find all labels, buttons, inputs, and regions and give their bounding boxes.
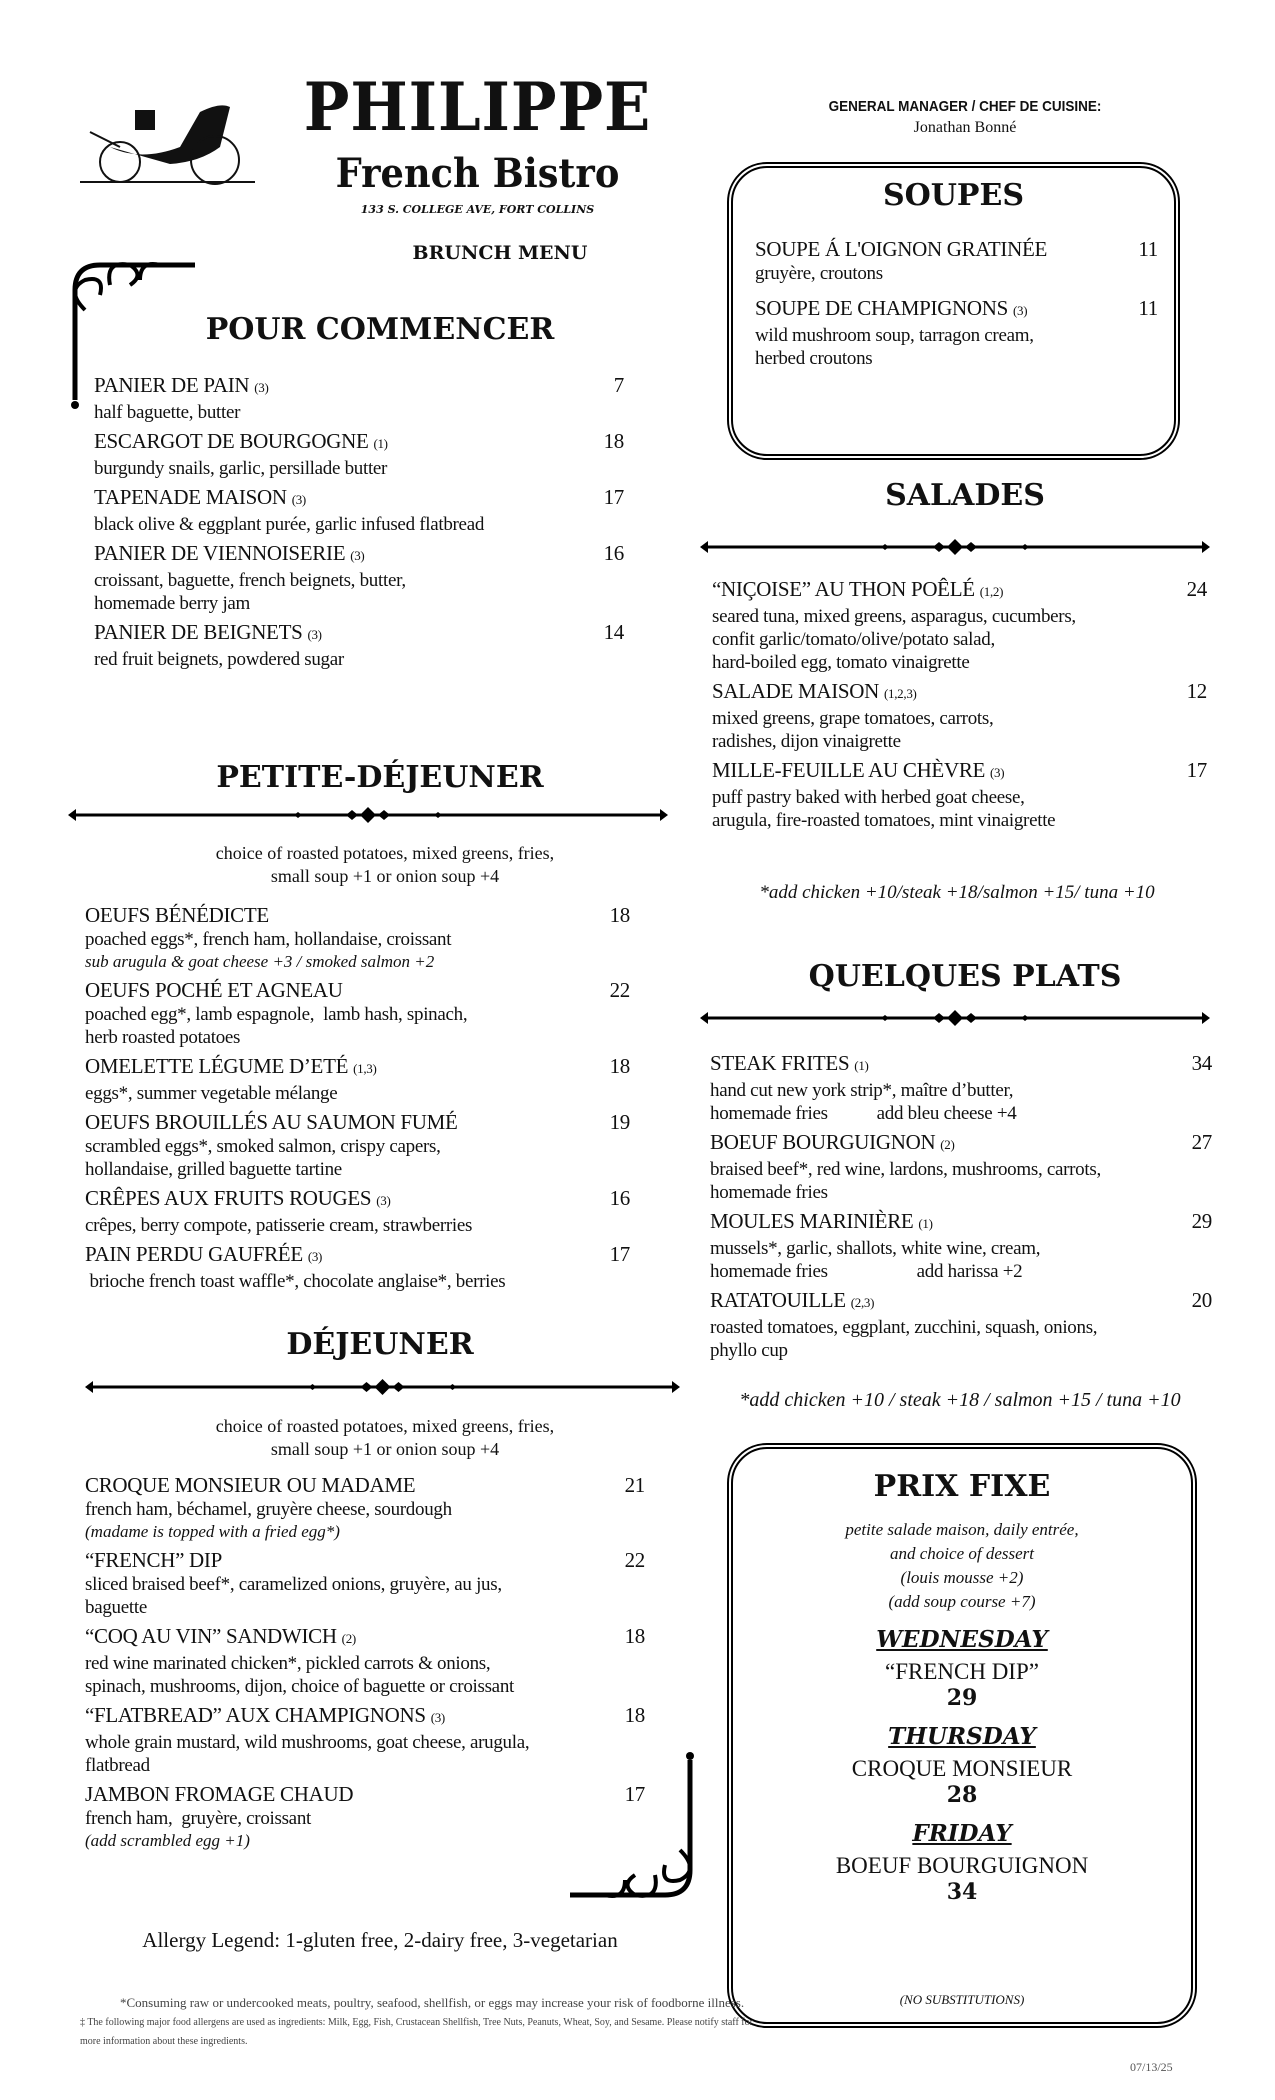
menu-item-title xyxy=(710,1208,933,1237)
menu-item-description: hard-boiled egg, tomato vinaigrette xyxy=(712,652,970,673)
menu-item-name: JAMBON FROMAGE CHAUD xyxy=(85,1782,354,1806)
menu-item xyxy=(85,1185,630,1237)
menu-item-description: puff pastry baked with herbed goat cheese, xyxy=(712,787,1025,808)
menu-item-title xyxy=(85,902,269,928)
menu-item-header xyxy=(712,757,1207,786)
menu-item-title xyxy=(94,428,388,457)
menu-item-name: MILLE-FEUILLE AU CHÈVRE xyxy=(712,758,986,782)
menu-item-title xyxy=(755,236,1047,262)
allergen-tag: (2) xyxy=(341,1631,356,1646)
prix-fixe-dish: “FRENCH DIP” xyxy=(885,1659,1039,1684)
allergen-tag: (3) xyxy=(1013,303,1028,318)
gm-label: GENERAL MANAGER / CHEF DE CUISINE: xyxy=(828,98,1102,115)
menu-item-name: MOULES MARINIÈRE xyxy=(710,1209,914,1233)
allergen-notice: ‡ The following major food allergens are used as ingredients: Milk, Egg, Fish, Crustacean Shellfish, Tree Nuts, Peanuts, Wheat, Soy, and Sesame. Please notify staff for more information about these ingredients. xyxy=(80,2017,753,2047)
allergen-tag: (1,2) xyxy=(979,584,1004,599)
soupes-box xyxy=(727,162,1180,460)
menu-item-price: 17 xyxy=(603,485,624,509)
menu-item-description: whole grain mustard, wild mushrooms, goat cheese, arugula, xyxy=(85,1732,530,1753)
menu-item-price: 27 xyxy=(1191,1130,1212,1154)
menu-item xyxy=(85,1241,630,1293)
menu-item-title xyxy=(710,1287,874,1316)
divider-ornament-icon xyxy=(700,537,1210,557)
menu-item xyxy=(710,1287,1212,1362)
menu-item-price: 18 xyxy=(624,1703,645,1727)
menu-item xyxy=(755,295,1158,370)
menu-item xyxy=(85,902,630,973)
allergen-tag: (1) xyxy=(918,1216,933,1231)
intro-line: choice of roasted potatoes, mixed greens, fries, xyxy=(215,1416,555,1436)
menu-item-title xyxy=(85,1109,458,1135)
menu-item-title xyxy=(94,540,364,569)
prix-fixe-days xyxy=(733,1626,1191,1905)
menu-item-price: 16 xyxy=(603,541,624,565)
menu-item-name: CROQUE MONSIEUR OU MADAME xyxy=(85,1473,416,1497)
menu-item-description: sliced braised beef*, caramelized onions, gruyère, au jus, xyxy=(85,1574,502,1595)
menu-item-title xyxy=(94,372,269,401)
salades-list xyxy=(712,576,1207,836)
menu-item-description: homemade berry jam xyxy=(94,593,251,614)
section-title-salades: SALADES xyxy=(885,478,1045,513)
menu-item-title xyxy=(85,1185,391,1214)
menu-item-price: 24 xyxy=(1186,577,1207,601)
menu-item xyxy=(94,428,624,480)
divider-ornament-icon xyxy=(85,1377,680,1397)
ornamental-divider xyxy=(700,537,1210,557)
menu-item xyxy=(712,678,1207,753)
menu-item-header xyxy=(710,1208,1212,1237)
menu-item-description: arugula, fire-roasted tomatoes, mint vinaigrette xyxy=(712,810,1056,831)
menu-item xyxy=(94,484,624,536)
menu-item-header xyxy=(710,1050,1212,1079)
menu-item-name: OMELETTE LÉGUME D’ETÉ xyxy=(85,1054,349,1078)
menu-item-header xyxy=(85,1702,645,1731)
prix-fixe-day: WEDNESDAY xyxy=(876,1626,1048,1653)
menu-item-header xyxy=(710,1129,1212,1158)
menu-item xyxy=(94,372,624,424)
menu-item-price: 29 xyxy=(1191,1209,1212,1233)
intro-line: small soup +1 or onion soup +4 xyxy=(270,1439,500,1459)
carriage-logo-icon xyxy=(80,92,255,187)
menu-item xyxy=(85,1781,645,1852)
allergen-tag: (1,3) xyxy=(353,1061,377,1076)
menu-item-description: mixed greens, grape tomatoes, carrots, xyxy=(712,708,994,729)
menu-item-description: herb roasted potatoes xyxy=(85,1027,241,1048)
menu-item-header xyxy=(755,295,1158,324)
dejeuner-list xyxy=(85,1472,645,1856)
menu-item xyxy=(85,1109,630,1181)
menu-item xyxy=(710,1208,1212,1283)
menu-item-description: homemade fries add bleu cheese +4 xyxy=(710,1103,1017,1124)
menu-item-header xyxy=(85,1781,645,1807)
restaurant-name: PHILIPPE xyxy=(303,68,652,146)
menu-item-name: TAPENADE MAISON xyxy=(94,485,287,509)
menu-item-name: CRÊPES AUX FRUITS ROUGES xyxy=(85,1186,372,1210)
menu-item-price: 12 xyxy=(1186,679,1207,703)
prix-fixe-desc-line: petite salade maison, daily entrée, xyxy=(845,1520,1079,1539)
menu-item-header xyxy=(85,977,630,1003)
menu-item-name: “NIÇOISE” AU THON POÊLÉ xyxy=(712,577,975,601)
menu-item xyxy=(85,1053,630,1105)
pour-commencer-list xyxy=(94,372,624,675)
menu-item-title xyxy=(94,619,322,648)
menu-item-name: PAIN PERDU GAUFRÉE xyxy=(85,1242,303,1266)
menu-item-header xyxy=(85,1623,645,1652)
menu-item-description: red fruit beignets, powdered sugar xyxy=(94,649,344,670)
ornamental-divider xyxy=(700,1008,1210,1028)
menu-item-title xyxy=(712,576,1003,605)
menu-item-name: STEAK FRITES xyxy=(710,1051,850,1075)
intro-line: choice of roasted potatoes, mixed greens, fries, xyxy=(215,843,555,863)
menu-item-title xyxy=(85,1241,322,1270)
menu-item-description: hollandaise, grilled baguette tartine xyxy=(85,1159,342,1180)
menu-item-note: (add scrambled egg +1) xyxy=(85,1831,250,1850)
menu-item-description: half baguette, butter xyxy=(94,402,241,423)
menu-item-price: 19 xyxy=(609,1110,630,1134)
menu-item-header xyxy=(94,372,624,401)
menu-item-price: 18 xyxy=(609,903,630,927)
menu-item-name: PANIER DE PAIN xyxy=(94,373,250,397)
menu-item-name: OEUFS POCHÉ ET AGNEAU xyxy=(85,978,343,1002)
menu-item-name: PANIER DE VIENNOISERIE xyxy=(94,541,346,565)
consumer-warning: *Consuming raw or undercooked meats, poultry, seafood, shellfish, or eggs may increase your risk of foodborne illness. xyxy=(120,1995,745,2010)
menu-item-price: 20 xyxy=(1191,1288,1212,1312)
menu-item xyxy=(712,757,1207,832)
menu-item-description: red wine marinated chicken*, pickled carrots & onions, xyxy=(85,1653,491,1674)
menu-item-description: french ham, béchamel, gruyère cheese, sourdough xyxy=(85,1499,452,1520)
menu-item-name: SOUPE Á L'OIGNON GRATINÉE xyxy=(755,237,1048,261)
plats-add-protein: *add chicken +10 / steak +18 / salmon +15 / tuna +10 xyxy=(739,1389,1181,1411)
prix-fixe-day: FRIDAY xyxy=(912,1820,1012,1847)
menu-item-description: croissant, baguette, french beignets, butter, xyxy=(94,570,406,591)
allergen-tag: (1) xyxy=(854,1058,869,1073)
menu-item-header xyxy=(85,1241,630,1270)
menu-item-header xyxy=(712,678,1207,707)
menu-item-price: 18 xyxy=(624,1624,645,1648)
menu-item-description: gruyère, croutons xyxy=(755,263,883,284)
menu-item xyxy=(85,977,630,1049)
section-title-soupes: SOUPES xyxy=(882,178,1025,213)
allergen-tag: (3) xyxy=(307,627,322,642)
menu-item-header xyxy=(94,540,624,569)
menu-item xyxy=(755,236,1158,285)
menu-item-header xyxy=(85,1109,630,1135)
ornamental-divider xyxy=(68,805,668,825)
menu-item-header xyxy=(85,1053,630,1082)
petite-dejeuner-list xyxy=(85,902,630,1297)
menu-item-description: hand cut new york strip*, maître d’butter, xyxy=(710,1080,1014,1101)
divider-ornament-icon xyxy=(700,1008,1210,1028)
prix-fixe-price: 28 xyxy=(946,1782,978,1808)
menu-item-header xyxy=(85,1185,630,1214)
menu-item-description: mussels*, garlic, shallots, white wine, cream, xyxy=(710,1238,1041,1259)
allergy-legend: Allergy Legend: 1-gluten free, 2-dairy free, 3-vegetarian xyxy=(142,1928,618,1952)
allergen-tag: (2) xyxy=(940,1137,955,1152)
menu-item-description: homemade fries add harissa +2 xyxy=(710,1261,1023,1282)
menu-item-header xyxy=(94,428,624,457)
menu-item-description: scrambled eggs*, smoked salmon, crispy capers, xyxy=(85,1136,441,1157)
menu-item-header xyxy=(85,1472,645,1498)
petite-dejeuner-intro xyxy=(85,842,685,888)
menu-item-description: roasted tomatoes, eggplant, zucchini, squash, onions, xyxy=(710,1317,1098,1338)
menu-item-description: radishes, dijon vinaigrette xyxy=(712,731,901,752)
menu-item-name: RATATOUILLE xyxy=(710,1288,846,1312)
plats-list xyxy=(710,1050,1212,1366)
menu-item-price: 18 xyxy=(603,429,624,453)
no-substitutions: (NO SUBSTITUTIONS) xyxy=(899,1992,1025,2007)
ornamental-divider xyxy=(85,1377,680,1397)
address: 133 S. COLLEGE AVE, FORT COLLINS xyxy=(360,203,595,216)
allergen-tag: (2,3) xyxy=(850,1295,875,1310)
menu-item-name: SALADE MAISON xyxy=(712,679,880,703)
menu-item xyxy=(94,540,624,615)
allergen-tag: (3) xyxy=(291,492,306,507)
menu-item-header xyxy=(94,619,624,648)
allergen-tag: (3) xyxy=(430,1710,445,1725)
allergen-tag: (3) xyxy=(990,765,1005,780)
menu-item-title xyxy=(712,757,1004,786)
menu-item-price: 11 xyxy=(1138,296,1158,320)
prix-fixe-box xyxy=(727,1443,1197,2028)
intro-line: small soup +1 or onion soup +4 xyxy=(270,866,500,886)
salades-add-protein: *add chicken +10/steak +18/salmon +15/ tuna +10 xyxy=(759,882,1155,903)
prix-fixe-desc-line: (add soup course +7) xyxy=(888,1592,1036,1611)
menu-item-header xyxy=(94,484,624,513)
section-title-dejeuner: DÉJEUNER xyxy=(286,1327,474,1362)
section-title-prix-fixe: PRIX FIXE xyxy=(873,1469,1051,1504)
menu-item-header xyxy=(85,902,630,928)
menu-item-description: flatbread xyxy=(85,1755,150,1776)
menu-item-price: 7 xyxy=(613,373,624,397)
menu-item-description: seared tuna, mixed greens, asparagus, cucumbers, xyxy=(712,606,1076,627)
menu-item-title xyxy=(85,1053,377,1082)
menu-item-price: 34 xyxy=(1191,1051,1212,1075)
menu-item-title xyxy=(85,1623,356,1652)
allergen-tag: (3) xyxy=(307,1249,323,1264)
menu-item-price: 14 xyxy=(603,620,624,644)
prix-fixe-description xyxy=(733,1518,1191,1614)
menu-item-name: “COQ AU VIN” SANDWICH xyxy=(85,1624,337,1648)
menu-type: BRUNCH MENU xyxy=(412,242,588,264)
menu-item-description: poached eggs*, french ham, hollandaise, croissant xyxy=(85,929,452,950)
menu-item xyxy=(710,1129,1212,1204)
allergen-tag: (3) xyxy=(350,548,365,563)
menu-item-description: burgundy snails, garlic, persillade butter xyxy=(94,458,388,479)
menu-item xyxy=(712,576,1207,674)
menu-item-name: OEUFS BÉNÉDICTE xyxy=(85,903,269,927)
menu-item-price: 21 xyxy=(624,1473,645,1497)
menu-item-title xyxy=(85,1702,445,1731)
menu-item-description: homemade fries xyxy=(710,1182,828,1203)
menu-item-description: black olive & eggplant purée, garlic infused flatbread xyxy=(94,514,485,535)
menu-item-title xyxy=(85,1547,222,1573)
prix-fixe-dish: CROQUE MONSIEUR xyxy=(851,1756,1073,1781)
section-title-pour-commencer: POUR COMMENCER xyxy=(205,312,555,347)
menu-item-note: sub arugula & goat cheese +3 / smoked salmon +2 xyxy=(85,952,435,971)
dejeuner-intro xyxy=(85,1415,685,1461)
allergen-tag: (3) xyxy=(376,1193,391,1208)
menu-item-title xyxy=(710,1129,955,1158)
menu-item-description: herbed croutons xyxy=(755,348,873,369)
menu-item-name: ESCARGOT DE BOURGOGNE xyxy=(94,429,369,453)
menu-item-description: spinach, mushrooms, dijon, choice of baguette or croissant xyxy=(85,1676,514,1697)
allergen-tag: (1,2,3) xyxy=(883,686,917,701)
menu-item-description: braised beef*, red wine, lardons, mushrooms, carrots, xyxy=(710,1159,1101,1180)
menu-item-description: crêpes, berry compote, patisserie cream, strawberries xyxy=(85,1215,473,1236)
menu-item xyxy=(85,1472,645,1543)
menu-item-title xyxy=(712,678,917,707)
menu-date: 07/13/25 xyxy=(1130,2060,1173,2074)
menu-item-price: 17 xyxy=(609,1242,630,1266)
restaurant-subtitle: French Bistro xyxy=(335,150,620,197)
menu-item-title xyxy=(755,295,1027,324)
menu-item-header xyxy=(85,1547,645,1573)
menu-item-price: 16 xyxy=(609,1186,630,1210)
menu-item-description: french ham, gruyère, croissant xyxy=(85,1808,311,1829)
prix-fixe-price: 29 xyxy=(946,1685,978,1711)
allergen-tag: (1) xyxy=(373,436,388,451)
menu-item-price: 22 xyxy=(609,978,630,1002)
menu-item-name: OEUFS BROUILLÉS AU SAUMON FUMÉ xyxy=(85,1110,458,1134)
menu-item-description: confit garlic/tomato/olive/potato salad, xyxy=(712,629,995,650)
menu-item-description: phyllo cup xyxy=(710,1340,788,1361)
menu-item-title xyxy=(94,484,306,513)
menu-item-description: poached egg*, lamb espagnole, lamb hash, spinach, xyxy=(85,1004,468,1025)
menu-item xyxy=(710,1050,1212,1125)
menu-item-title xyxy=(85,1781,353,1807)
menu-item-price: 22 xyxy=(624,1548,645,1572)
soupes-list xyxy=(755,236,1158,380)
menu-item-header xyxy=(755,236,1158,262)
menu-item xyxy=(85,1547,645,1619)
menu-item-description: baguette xyxy=(85,1597,147,1618)
menu-item-title xyxy=(710,1050,869,1079)
prix-fixe-desc-line: (louis mousse +2) xyxy=(900,1568,1024,1587)
prix-fixe-day: THURSDAY xyxy=(888,1723,1036,1750)
divider-ornament-icon xyxy=(68,805,668,825)
menu-item-header xyxy=(712,576,1207,605)
section-title-quelques-plats: QUELQUES PLATS xyxy=(808,959,1122,994)
menu-item-description: wild mushroom soup, tarragon cream, xyxy=(755,325,1034,346)
menu-item xyxy=(85,1702,645,1777)
prix-fixe-dish: BOEUF BOURGUIGNON xyxy=(835,1853,1089,1878)
menu-item-description: brioche french toast waffle*, chocolate anglaise*, berries xyxy=(85,1271,506,1292)
menu-item-price: 17 xyxy=(624,1782,645,1806)
menu-item-price: 18 xyxy=(609,1054,630,1078)
allergen-tag: (3) xyxy=(254,380,269,395)
prix-fixe-price: 34 xyxy=(946,1879,978,1905)
section-title-petite-dejeuner: PETITE-DÉJEUNER xyxy=(216,760,544,795)
menu-item-header xyxy=(710,1287,1212,1316)
menu-item-title xyxy=(85,1472,415,1498)
menu-item-name: SOUPE DE CHAMPIGNONS xyxy=(755,296,1009,320)
menu-item xyxy=(85,1623,645,1698)
menu-item-price: 17 xyxy=(1186,758,1207,782)
menu-item-name: PANIER DE BEIGNETS xyxy=(94,620,303,644)
menu-item-name: “FRENCH” DIP xyxy=(85,1548,222,1572)
menu-item xyxy=(94,619,624,671)
menu-item-title xyxy=(85,977,343,1003)
menu-item-note: (madame is topped with a fried egg*) xyxy=(85,1522,340,1541)
gm-name: Jonathan Bonné xyxy=(913,119,1017,136)
prix-fixe-desc-line: and choice of dessert xyxy=(890,1544,1034,1563)
menu-item-name: BOEUF BOURGUIGNON xyxy=(710,1130,936,1154)
menu-item-name: “FLATBREAD” AUX CHAMPIGNONS xyxy=(85,1703,426,1727)
menu-item-description: eggs*, summer vegetable mélange xyxy=(85,1083,338,1104)
menu-item-price: 11 xyxy=(1138,237,1158,261)
